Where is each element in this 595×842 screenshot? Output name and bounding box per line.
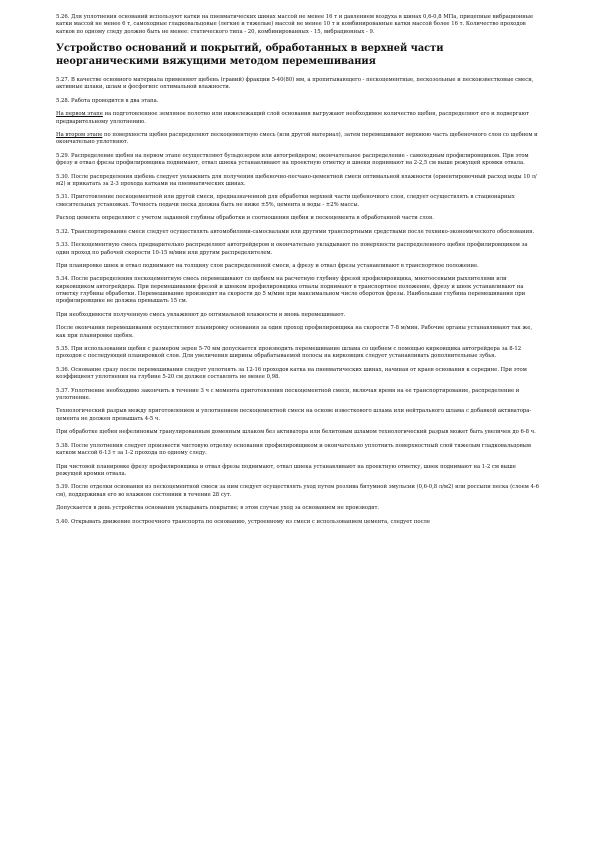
paragraph	[56, 194, 540, 209]
paragraph-text: При обработке щебня нефелиновым гранулированным доменным шлаком без активатора или белитовым шламом технологический разрыв может быть увеличен до 6-8 ч.	[56, 429, 536, 436]
paragraph-text: Допускается в день устройства основания укладывать покрытие; в этом случае уход за основанием не производят.	[56, 505, 380, 512]
paragraph	[56, 215, 540, 222]
paragraph	[56, 429, 540, 436]
paragraph-text: на подготовленное земляное полотно или нижележащий слой основания выгружают необходимое количество щебня, распределяют его и подвергают предварительному уплотнению.	[56, 111, 530, 125]
paragraph	[56, 325, 540, 340]
paragraph	[56, 312, 540, 319]
paragraph-text: После окончания перемешивания осуществляют планировку основания за один проход профилировщика на скорости 7-8 м/мин. Рабочие органы устанавливают так же, как при планировке щебня.	[56, 325, 532, 339]
paragraph-text: 5.36. Основание сразу после перемешивания следует уплотнять за 12-16 проходов катка на пневматических шинах, начиная от краев основания к середине. При этом коэффициент уплотнения на глубине 5-20 см должен составлять не менее 0,98.	[56, 366, 527, 381]
paragraph	[56, 111, 540, 126]
paragraph-text: При планировке шнек и отвал поднимают на толщину слоя распределенной смеси, а фрезу и отвал фрезы устанавливают в транспортное положение.	[56, 263, 479, 269]
paragraph-text: по поверхности щебня распределяют пескоцементную смесь (или другой материал), затем перемешивают верхнюю часть щебеночного слоя со щебнем и окончательно уплотняют.	[56, 132, 538, 146]
paragraph-text: 5.27. В качестве основного материала применяют щебень (гравий) фракции 5-40(80) мм, а пропитывающего - пескоцементные, пескозольные и пескоизвестковые смеси, активные шлаки, шлам и фосфогипс оптимальной влажности.	[56, 77, 534, 91]
paragraph	[56, 367, 540, 382]
paragraph-text: 5.28. Работа проводится в два этапа.	[56, 97, 159, 104]
paragraph	[56, 505, 540, 512]
paragraph	[56, 408, 540, 423]
stage-label: На первом этапе	[56, 111, 103, 118]
paragraph	[56, 263, 540, 270]
paragraph-text: Расход цемента определяют с учетом заданной глубины обработки и соотношения щебня и пескоцемента в обработанной части слоя.	[56, 215, 434, 222]
paragraph	[56, 153, 540, 168]
paragraph	[56, 98, 540, 105]
paragraph-text: При необходимости полученную смесь увлажняют до оптимальной влажности и вновь перемешивают.	[56, 311, 346, 318]
paragraph	[56, 174, 540, 189]
paragraph-text: Технологический разрыв между приготовлением и уплотнением пескоцементной смеси на основе известкового шлама или нейтрального шлама с добавкой активатора-цемента не должен превышать 4-5 ч.	[56, 408, 532, 422]
paragraph	[56, 484, 540, 499]
paragraph-text: 5.38. После уплотнения следует произвести чистовую отделку основания профилировщиком и окончательно уплотнить поверхностный слой тяжелым гладковальцовым катком массой 6-13 т за 1-2 прохода по одному следу.	[56, 442, 531, 457]
paragraph-text: Устройство оснований и покрытий, обработанных в верхней части неорганическими вяжущими методом перемешивания	[56, 43, 444, 68]
paragraph-text: 5.26. Для уплотнения оснований используют катки на пневматических шинах массой не менее 16 т и давлением воздуха в шинах 0,6-0,8 МПа, прицепные вибрационные катки массой не менее 6 т, самоходные гладковальцовые (легкие и тяжелые) массой не менее 10 т и комбинированные катки массой более 16 т. Количество проходов катков по одному следу должно быть не менее: статического типа - 20, комбинированных - 15, вибрационных - 9.	[56, 14, 534, 35]
paragraph-text: 5.31. Приготовление пескоцементной или другой смеси, предназначенной для обработки верхней части щебеночного слоя, следует осуществлять в стационарных смесительных установках. Точность подачи песка должна быть не ниже ±5%, цемента и воды - ±2% массы.	[56, 194, 515, 208]
paragraph-text: При чистовой планировке фрезу профилировщика и отвал фрезы поднимают, отвал шнека устанавливают на проектную отметку, шнек поднимают на 1-2 см выше режущей кромки отвала.	[56, 463, 516, 477]
paragraph-text: 5.40. Открывать движение построечного транспорта по основанию, устроенному из смеси с использованием цемента, следует после	[56, 518, 431, 525]
paragraph-text: 5.39. После отделки основания из пескоцементной смеси за ним следует осуществлять уход путем розлива битумной эмульсии (0,6-0,8 л/м2) или россыпи песка (слоем 4-6 см), поддерживая его во влажном состоянии в течение 28 сут.	[56, 484, 539, 498]
paragraph-text: 5.34. После распределения пескоцементную смесь перемешивают со щебнем на расчетную глубину фрезой профилировщика, многоосевыми рыхлителями или кирковщиком автогрейдера. При перемешивании фрезой и шнеком профилировщика отвалы поднимают в транспортное положение, фрезу и шнек устанавливают на отметку глубины обработки. Перемешивание производят на скорости до 5 м/мин при максимальном числе оборотов фрезы. Наибольшая глубина перемешивания при профилировщике не должна превышать 15 см.	[56, 276, 526, 305]
paragraph	[56, 242, 540, 257]
paragraph	[56, 388, 540, 403]
paragraph	[56, 346, 540, 361]
paragraph-text: 5.37. Уплотнение необходимо закончить в течение 3 ч с момента приготовления пескоцементной смеси, включая время на ее транспортирование, распределение и уплотнение.	[56, 387, 520, 401]
paragraph	[56, 229, 540, 236]
document-page	[56, 14, 540, 532]
paragraph-text: 5.33. Пескоцементную смесь предварительно распределяют автогрейдером и окончательно укладывают по поверхности распределенного щебня профилировщиком за один проход по рабочей скорости 10-15 м/мин или другим распределителем.	[56, 242, 528, 256]
paragraph-text: 5.35. При использовании щебня с размером зерен 5-70 мм допускается производить перемешивание шлама со щебнем с помощью кирковщика автогрейдера за 8-12 проходов с последующей планировкой слоя. Для увеличения ширины обрабатываемой полосы на кирковщик следует устанавливать дополнительные зубья.	[56, 346, 522, 360]
paragraph	[56, 276, 540, 305]
paragraph-text: 5.30. После распределения щебень следует увлажнить для получения щебеночно-песчано-цементной смеси оптимальной влажности (ориентировочный расход воды 10 л/м2) и прикатать за 2-3 прохода катками на пневматических шинах.	[56, 173, 537, 187]
paragraph	[56, 14, 540, 36]
paragraph	[56, 443, 540, 458]
paragraph	[56, 132, 540, 147]
section-heading	[56, 42, 540, 68]
paragraph	[56, 77, 540, 92]
paragraph	[56, 519, 540, 526]
paragraph-text: 5.32. Транспортирование смеси следует осуществлять автомобилями-самосвалами или другими транспортными средствами после технико-экономического обоснования.	[56, 228, 535, 235]
stage-label: На втором этапе	[56, 132, 103, 139]
paragraph	[56, 464, 540, 479]
paragraph-text: 5.29. Распределение щебня на первом этапе осуществляют бульдозером или автогрейдером; окончательное распределение - самоходным профилировщиком. При этом фрезу и отвал фрезы профилировщика поднимают, отвал шнека устанавливают на проектную отметку и шнеки поднимают на 2-2,5 см выше режущей кромки отвала.	[56, 152, 529, 167]
